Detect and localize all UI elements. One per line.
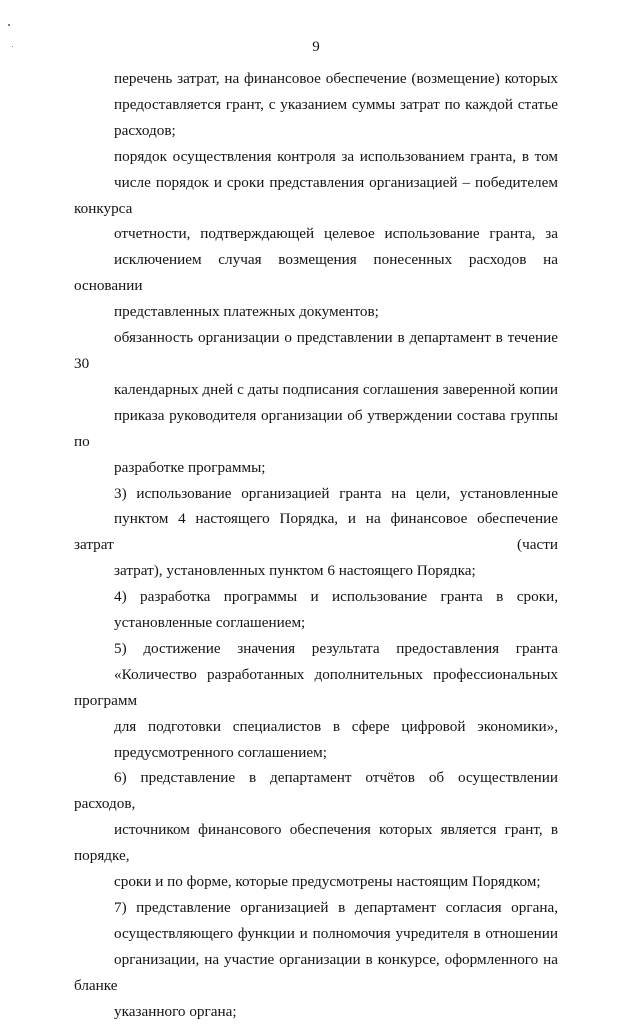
text-line: пунктом 4 настоящего Порядка, и на финансовое обеспечение затрат (части [74, 510, 558, 554]
text-line: сроки и по форме, которые предусмотрены настоящим Порядком; [114, 873, 541, 891]
text-line: 6) представление в департамент отчётов об осуществлении расходов, [74, 769, 558, 813]
text-line: представленных платежных документов; [114, 303, 379, 321]
text-line: перечень затрат, на финансовое обеспечение (возмещение) которых [114, 70, 558, 87]
paragraph [74, 325, 558, 480]
paragraph [74, 895, 558, 1025]
text-line: организации, на участие организации в конкурсе, оформленного на бланке [74, 950, 558, 994]
text-line: 7) представление организацией в департамент согласия органа, [114, 899, 558, 916]
text-line: осуществляющего функции и полномочия учредителя в отношении [114, 924, 558, 942]
text-line: разработке программы; [114, 458, 266, 476]
text-line: источником финансового обеспечения которых является грант, в порядке, [74, 821, 558, 865]
text-line: установленные соглашением; [114, 614, 306, 632]
text-line: исключением случая возмещения понесенных расходов на основании [74, 251, 558, 295]
text-line: календарных дней с даты подписания соглашения заверенной копии [114, 380, 558, 398]
document-body [74, 66, 558, 1025]
text-line: для подготовки специалистов в сфере цифровой экономики», [114, 717, 558, 735]
text-line: порядок осуществления контроля за использованием гранта, в том [114, 147, 558, 165]
text-line: 4) разработка программы и использование гранта в сроки, [114, 588, 558, 606]
text-line: предоставляется грант, с указанием суммы затрат по каждой статье [114, 95, 558, 113]
text-line: указанного органа; [114, 1002, 237, 1020]
text-line: предусмотренного соглашением; [114, 743, 327, 761]
paragraph [74, 584, 558, 636]
text-line: затрат), установленных пунктом 6 настоящего Порядка; [114, 562, 476, 580]
text-line: числе порядок и сроки представления организацией – победителем конкурса [74, 173, 558, 217]
text-line: 5) достижение значения результата предоставления гранта [114, 639, 558, 657]
text-line: приказа руководителя организации об утверждении состава группы по [74, 406, 558, 450]
scan-speck [8, 24, 10, 26]
text-line: 3) использование организацией гранта на цели, установленные [114, 484, 558, 502]
text-line: обязанность организации о представлении в департамент в течение 30 [74, 329, 558, 372]
text-line: расходов; [114, 121, 176, 139]
text-line: отчетности, подтверждающей целевое использование гранта, за [114, 225, 558, 243]
paragraph [74, 66, 558, 144]
page-number: 9 [312, 39, 320, 55]
paragraph [74, 765, 558, 895]
paragraph [74, 144, 558, 325]
paragraph [74, 636, 558, 766]
paragraph [74, 481, 558, 585]
text-line: «Количество разработанных дополнительных профессиональных программ [74, 665, 558, 709]
